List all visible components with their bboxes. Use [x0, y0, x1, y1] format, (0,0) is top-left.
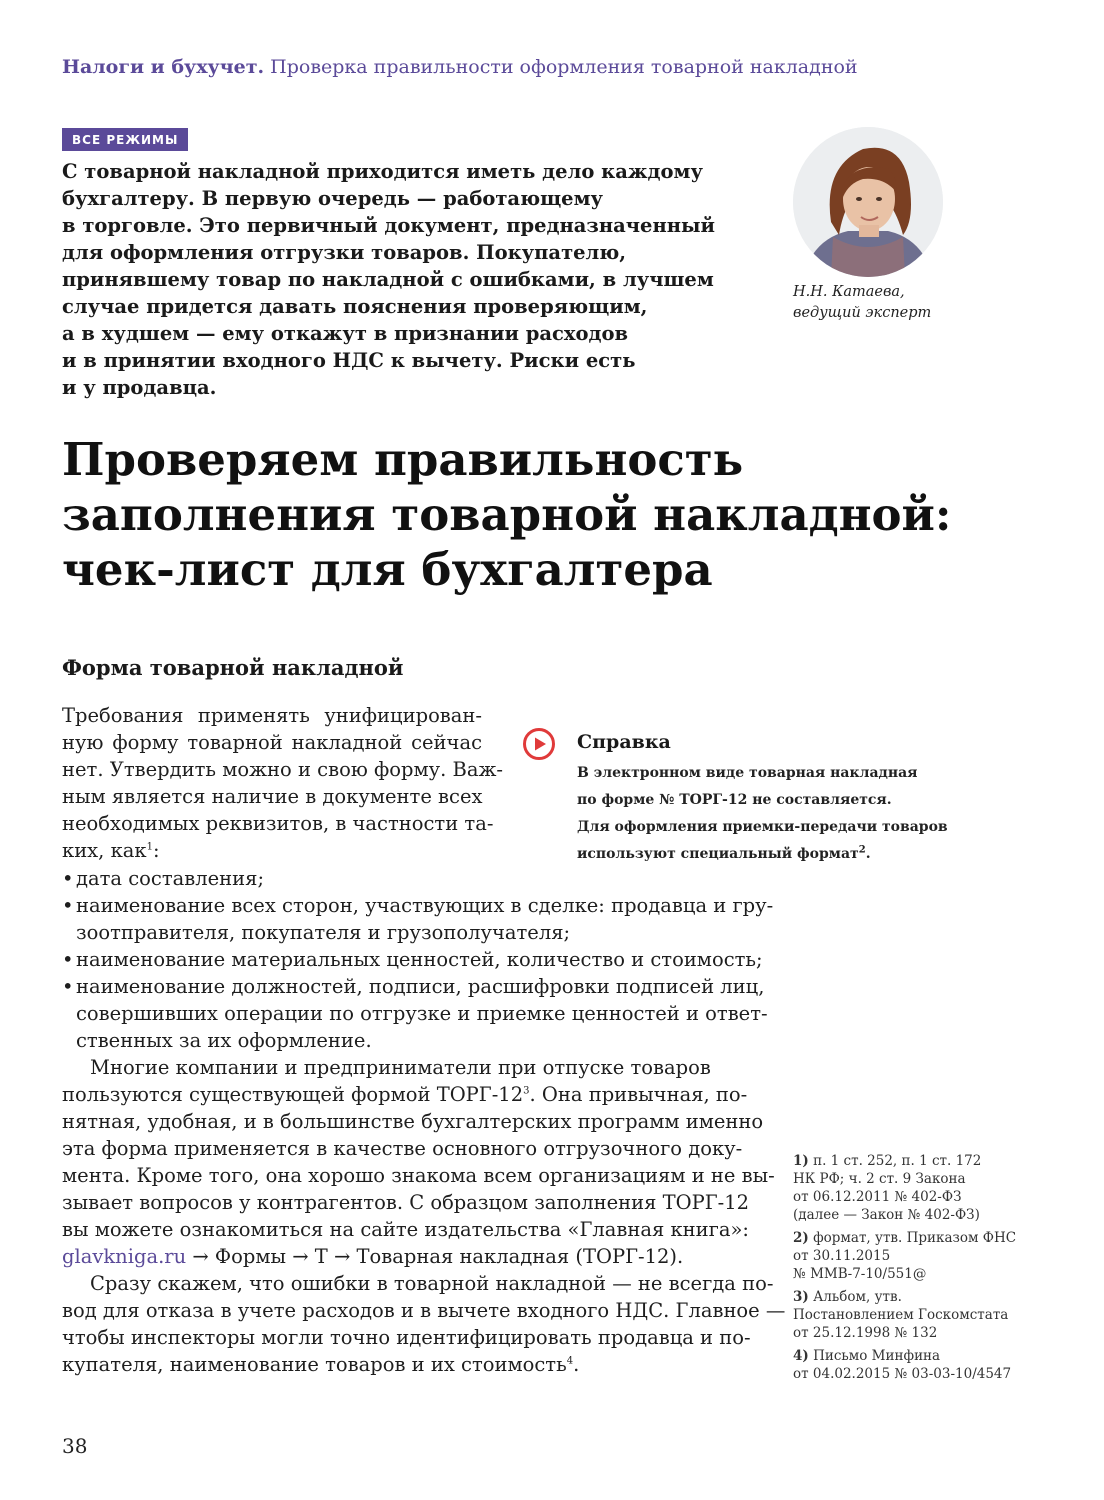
- intro-line: Требования применять унифицирован-: [62, 704, 482, 727]
- running-head: [62, 56, 858, 78]
- section-label: Налоги и бухучет.: [62, 56, 265, 78]
- footnote-line: от 04.02.2015 № 03-03-10/4547: [793, 1366, 1012, 1382]
- intro-line: ную форму товарной накладной сейчас: [62, 731, 482, 754]
- list-item: [62, 892, 774, 946]
- lead-line: и у продавца.: [62, 376, 217, 399]
- sidebar-line: по форме № ТОРГ-12 не составляется.: [577, 792, 892, 808]
- lead-line: в торговле. Это первичный документ, предназначенный: [62, 214, 716, 237]
- title-line: заполнения товарной накладной:: [62, 488, 952, 541]
- sidebar-text: [577, 760, 948, 868]
- sidebar-line: [577, 841, 948, 868]
- footnote-number: 2): [793, 1230, 809, 1246]
- footnote: [793, 1229, 1023, 1283]
- footnote-text: Письмо Минфина: [813, 1348, 941, 1364]
- body-paragraphs: [62, 1054, 786, 1378]
- author-name: Н.Н. Катаева,: [793, 284, 905, 300]
- title-line: Проверяем правильность: [62, 433, 744, 486]
- regime-tag: ВСЕ РЕЖИМЫ: [62, 128, 188, 151]
- lead-line: бухгалтеру. В первую очередь — работающему: [62, 187, 603, 210]
- sidebar-text-part: используют специальный формат: [577, 846, 859, 862]
- body-text: купателя, наименование товаров и их стоимость: [62, 1353, 567, 1376]
- footnote-text: Альбом, утв.: [813, 1289, 902, 1305]
- footnote: [793, 1152, 1023, 1224]
- lead-paragraph: [62, 158, 762, 401]
- intro-paragraph: [62, 702, 504, 864]
- footnote-text: формат, утв. Приказом ФНС: [813, 1230, 1017, 1246]
- author-photo: [793, 127, 943, 277]
- body-line: Сразу скажем, что ошибки в товарной накладной — не всегда по-: [90, 1272, 774, 1295]
- footnote-line: от 30.11.2015: [793, 1248, 891, 1264]
- lead-line: принявшему товар по накладной с ошибками, в лучшем: [62, 268, 714, 291]
- body-text: .: [573, 1353, 580, 1376]
- lead-line: С товарной накладной приходится иметь дело каждому: [62, 160, 703, 183]
- body-text: . Она привычная, по-: [529, 1083, 748, 1106]
- page-number: 38: [62, 1434, 88, 1458]
- list-item: [62, 865, 742, 892]
- footnote-ref: 3: [523, 1085, 530, 1097]
- requisites-list: [62, 865, 774, 1054]
- body-line: [62, 1243, 742, 1270]
- intro-text: ких, как: [62, 839, 147, 862]
- site-link[interactable]: glavkniga.ru: [62, 1245, 187, 1268]
- list-item-line: • дата составления;: [76, 867, 265, 890]
- footnote-line: [793, 1152, 1023, 1170]
- body-line: чтобы инспекторы могли точно идентифицировать продавца и по-: [62, 1326, 751, 1349]
- body-line: мента. Кроме того, она хорошо знакома всем организациям и не вы-: [62, 1164, 775, 1187]
- author-portrait-icon: [793, 127, 943, 277]
- intro-punct: :: [152, 839, 160, 862]
- body-line: зывает вопросов у контрагентов. С образцом заполнения ТОРГ-12: [62, 1191, 750, 1214]
- body-text: → Формы → Т → Товарная накладная (ТОРГ-12).: [186, 1245, 684, 1268]
- body-line: нятная, удобная, и в большинстве бухгалтерских программ именно: [62, 1110, 764, 1133]
- sidebar-punct: .: [865, 846, 871, 862]
- footnote-line: НК РФ; ч. 2 ст. 9 Закона: [793, 1171, 966, 1187]
- body-line: Многие компании и предприниматели при отпуске товаров: [90, 1056, 711, 1079]
- sidebar-line: В электронном виде товарная накладная: [577, 765, 918, 781]
- footnote-line: Постановлением Госкомстата: [793, 1307, 1009, 1323]
- lead-line: для оформления отгрузки товаров. Покупателю,: [62, 241, 627, 264]
- play-circle-icon: [522, 727, 556, 761]
- footnote-line: от 06.12.2011 № 402-ФЗ: [793, 1189, 962, 1205]
- footnote: [793, 1347, 1023, 1383]
- author-position: ведущий эксперт: [793, 305, 932, 321]
- intro-line: необходимых реквизитов, в частности та-: [62, 812, 494, 835]
- footnote-text: п. 1 ст. 252, п. 1 ст. 172: [813, 1153, 982, 1169]
- footnote-ref: 2: [858, 844, 866, 856]
- footnotes: [793, 1152, 1023, 1388]
- intro-line: нет. Утвердить можно и свою форму. Важ-: [62, 758, 504, 781]
- footnote-line: [793, 1347, 1023, 1365]
- running-subtitle: Проверка правильности оформления товарной накладной: [270, 56, 858, 78]
- body-line: вод для отказа в учете расходов и в вычете входного НДС. Главное —: [62, 1299, 786, 1322]
- footnote-line: от 25.12.1998 № 132: [793, 1325, 938, 1341]
- footnote-number: 3): [793, 1289, 809, 1305]
- footnote-ref: 1: [146, 841, 153, 853]
- body-line: вы можете ознакомиться на сайте издательства «Главная книга»:: [62, 1218, 750, 1241]
- section-heading: Форма товарной накладной: [62, 655, 404, 680]
- lead-line: а в худшем — ему откажут в признании расходов: [62, 322, 629, 345]
- footnote-line: № ММВ-7-10/551@: [793, 1266, 927, 1282]
- list-item-line: • наименование всех сторон, участвующих в сделке: продавца и гру-: [76, 894, 774, 917]
- lead-line: и в принятии входного НДС к вычету. Риски есть: [62, 349, 636, 372]
- intro-line: [62, 837, 482, 864]
- lead-line: случае придется давать пояснения проверяющим,: [62, 295, 648, 318]
- body-line: эта форма применяется в качестве основного отгрузочного доку-: [62, 1137, 743, 1160]
- footnote-number: 4): [793, 1348, 809, 1364]
- list-item-line: • наименование материальных ценностей, количество и стоимость;: [76, 948, 763, 971]
- intro-line: ным является наличие в документе всех: [62, 785, 483, 808]
- sidebar-line: Для оформления приемки-передачи товаров: [577, 819, 948, 835]
- list-item: [62, 946, 763, 973]
- list-item-line: • наименование должностей, подписи, расшифровки подписей лиц,: [76, 975, 765, 998]
- footnote-line: [793, 1288, 1023, 1306]
- body-line: [62, 1081, 748, 1108]
- list-item-line: совершивших операции по отгрузке и приемке ценностей и ответ-: [76, 1002, 768, 1025]
- list-item-line: ственных за их оформление.: [76, 1029, 372, 1052]
- footnote-line: [793, 1229, 1023, 1247]
- author-caption: [793, 282, 931, 324]
- footnote-ref: 4: [566, 1355, 574, 1367]
- footnote: [793, 1288, 1023, 1342]
- body-text: пользуются существующей формой ТОРГ-12: [62, 1083, 524, 1106]
- sidebar-title: Справка: [577, 731, 671, 753]
- article-title: [62, 432, 952, 597]
- footnote-line: (далее — Закон № 402-ФЗ): [793, 1207, 980, 1223]
- list-item: [62, 973, 768, 1054]
- body-line: [62, 1351, 742, 1378]
- footnote-number: 1): [793, 1153, 809, 1169]
- title-line: чек-лист для бухгалтера: [62, 543, 713, 596]
- list-item-line: зоотправителя, покупателя и грузополучателя;: [76, 921, 571, 944]
